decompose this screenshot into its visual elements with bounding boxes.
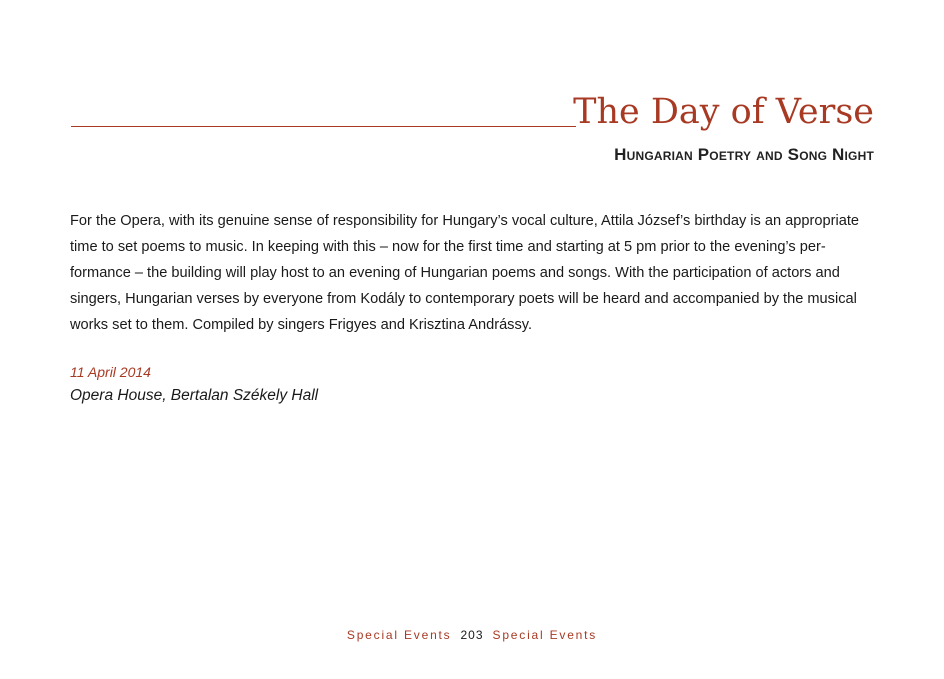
title-rule: [71, 126, 576, 127]
event-description: For the Opera, with its genuine sense of responsibility for Hungary’s vocal culture, Attila József’s birthday is an appropriate time to set poems to music. In keeping with this – now for the first time and starting at 5 pm prior to the evening’s per-formance – the building will play host to an evening of Hungarian poems and songs. With the participation of actors and singers, Hungarian verses by everyone from Kodály to contemporary poets will be heard and accompanied by the musical works set to them. Compiled by singers Frigyes and Krisztina Andrássy.: [70, 213, 860, 333]
event-venue: Opera House, Bertalan Székely Hall: [70, 387, 319, 404]
footer-section-left: Special Events: [346, 628, 452, 642]
page-title: The Day of Verse: [573, 92, 874, 132]
event-date: 11 April 2014: [70, 364, 151, 380]
footer-section-right: Special Events: [492, 628, 598, 642]
page-number: 203: [460, 628, 484, 642]
page-footer: [0, 627, 944, 643]
page-subtitle: Hungarian Poetry and Song Night: [614, 145, 874, 164]
